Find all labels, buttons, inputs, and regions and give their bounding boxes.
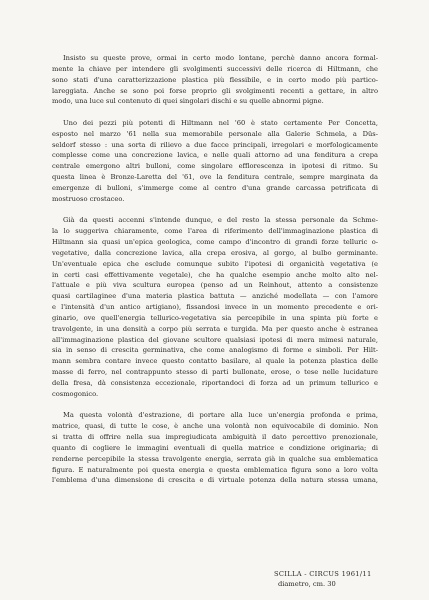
artwork-caption-title: SCILLA - CIRCUS 1961/11	[274, 570, 372, 578]
text-line: lareggiata. Anche se sono poi forse proprio gli svolgimenti recenti a gettare, in altro	[52, 86, 378, 95]
text-line: renderne percepibile la stessa travolgente energia, serrata già in qualche sua emblematica	[52, 454, 378, 463]
text-line: esposto nel marzo '61 nella sua memorabile personale alla Galerie Schmela, a Düs-	[52, 129, 378, 138]
text-line: si tratta di offrire nella sua impregiudicata ambiguità il dato percettivo prenozionale,	[52, 433, 378, 442]
text-line: Uno dei pezzi più potenti di Hiltmann nel '60 è stato certamente Per Concetta,	[63, 118, 378, 127]
text-line: Insisto su queste prove, ormai in certo modo lontane, perchè danno ancora formal-	[63, 54, 378, 62]
text-line: travolgente, in una densità a corpo più serrata e turgida. Ma per questo anche è estranea	[52, 324, 378, 333]
text-line: cosmogonico.	[52, 389, 99, 398]
artwork-caption-dimensions: diametro, cm. 30	[278, 580, 336, 588]
text-line: la lo suggeriva chiaramente, come l'area di riferimento dell'immaginazione plastica di	[52, 227, 378, 236]
text-line: Hiltmann sia quasi un'epica geologica, come campo d'incontro di grandi forze telluric o-	[52, 238, 378, 247]
text-line: e l'intensità d'un antico artigiano), fissandosi invece in un momento precedente e ori-	[52, 303, 378, 312]
text-line: masse di ferro, nel contrappunto stesso di parti bullonate, erose, o tese nelle lucidature	[52, 368, 378, 377]
text-line: vegetative, dalla concrezione lavica, alla crepa erosiva, al gorgo, al bulbo germinante.	[52, 248, 378, 257]
text-line: sia in senso di crescita germinativa, che come analogismo di forme e simboli. Per Hilt-	[52, 346, 378, 355]
text-line: centrale emergono altri bulloni, come singolare efflorescenza in ipotesi di ritmo. Su	[52, 162, 378, 171]
paragraph-4	[52, 410, 378, 486]
text-line: Ma questa volontà d'estrazione, di portare alla luce un'energia profonda e prima,	[63, 411, 378, 420]
text-line: mente la chiave per intendere gli svolgimenti successivi delle ricerca di Hiltmann, che	[52, 64, 378, 73]
text-line: Un'eventuale epica che esclude comunque subito l'ipotesi di organicità vegetativa (e	[52, 259, 378, 268]
text-line: mostruoso crostaceo.	[52, 194, 125, 203]
text-line: quanto di cogliere le immagini eventuali di quella matrice e condizione originaria; di	[52, 443, 378, 452]
body-text	[52, 53, 378, 497]
text-line: modo, una luce sul contenuto di quei singolari dischi e su quelle abnormi pigne.	[52, 97, 324, 106]
text-line: all'immaginazione plastica del giovane scultore qualsiasi ipotesi di mera mimesi naturale,	[52, 335, 378, 344]
text-line: ginario, ove quell'energia tellurico-vegetativa sia percepibile in una spinta più forte e	[52, 313, 378, 322]
text-line: mann sembra contare invece questo contatto basilare, al quale la potenza plastica delle	[52, 357, 378, 366]
text-line: seldorf stesso : una sorta di rilievo a due facce principali, irregolari e morfologicamente	[52, 140, 378, 149]
paragraph-1	[52, 53, 378, 107]
text-line: l'emblema d'una dimensione di crescita e di virtuale potenza della natura stessa umana,	[52, 476, 378, 485]
paragraph-2	[52, 118, 378, 205]
text-line: figura. E naturalmente poi questa energia e questa emblematica figura sono a loro volta	[52, 465, 378, 474]
text-line: sono stati d'una caratterizzazione plastica più flessibile, e in certo modo più partico-	[52, 75, 378, 84]
text-line: Già da questi accenni s'intende dunque, e del resto la stessa personale da Schme-	[63, 216, 378, 225]
text-line: della fresa, dà consistenza eccezionale, riportandoci di forza ad un primum tellurico e	[52, 379, 378, 387]
text-line: matrice, quasi, di tutte le cose, è anche una volontà non equivocabile di dominio. Non	[52, 422, 378, 431]
text-line: in certi casi effettivamente vegetale), che ha qualche esempio anche molto alto nel-	[52, 270, 378, 279]
paragraph-3	[52, 215, 378, 399]
text-line: questa linea è Bronze-Laretta del '61, ove la fenditura centrale, sempre marginata da	[52, 173, 378, 182]
text-line: quasi cartilaginee d'una materia plastica battuta — anziché modellata — con l'amore	[52, 292, 378, 301]
text-line: l'attuale e più viva scultura europea (penso ad un Reinhout, attento a consistenze	[52, 281, 378, 290]
text-line: emergenze di bulloni, s'immerge come al centro d'una grande carcassa petrificata di	[52, 183, 378, 192]
text-line: complesse come una concrezione lavica, e nelle quali attorno ad una fenditura a crepa	[52, 151, 378, 160]
